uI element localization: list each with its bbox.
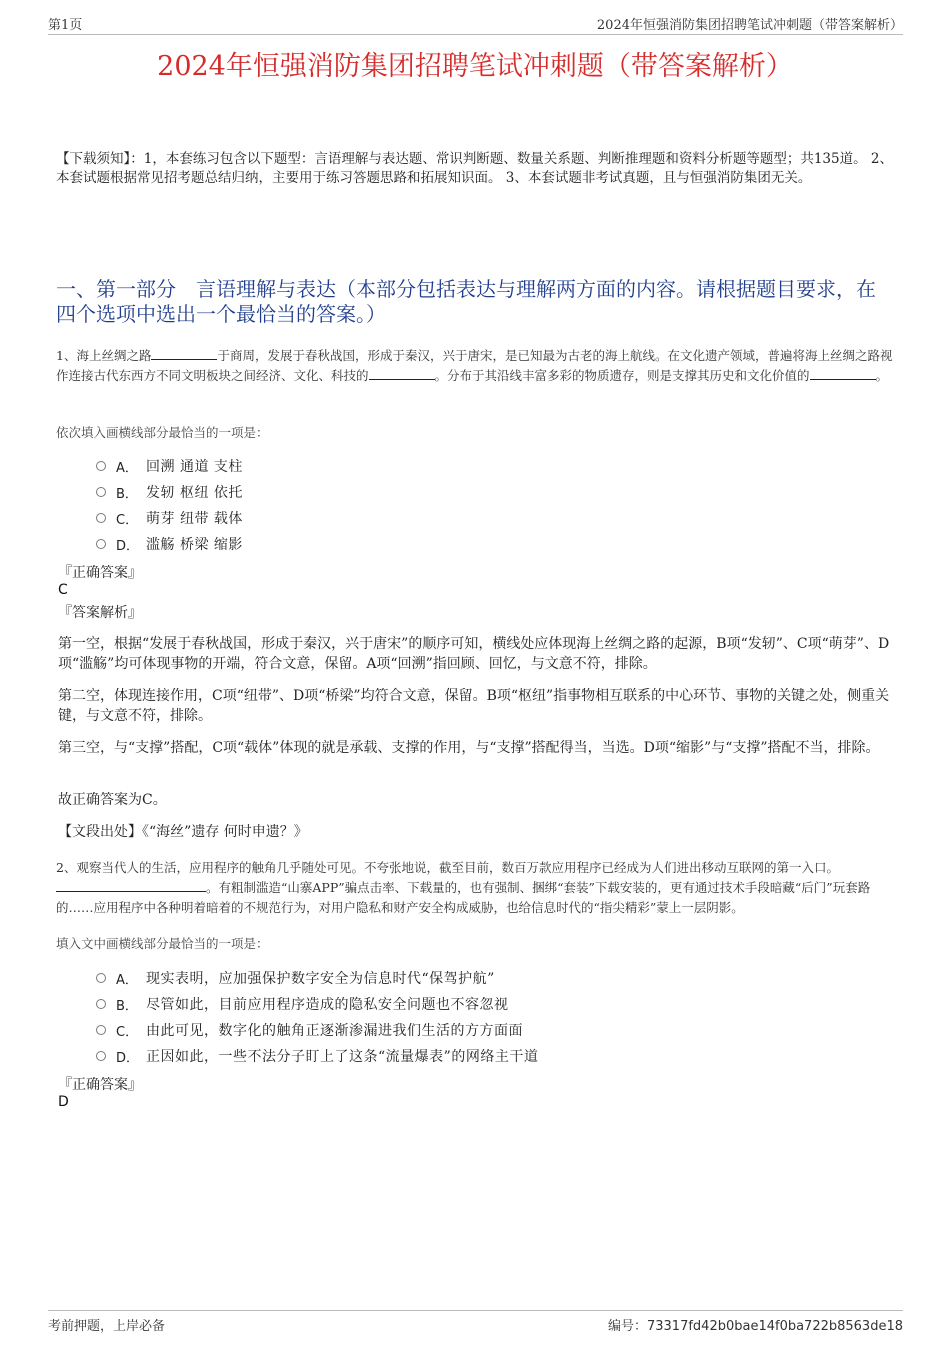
document-title: 2024年恒强消防集团招聘笔试冲刺题（带答案解析） [157, 51, 793, 82]
option-b[interactable] [96, 991, 538, 1017]
q1-segment: 。 [875, 368, 889, 383]
radio-button-icon[interactable] [96, 1025, 106, 1035]
option-letter: A． [116, 972, 138, 988]
q1-segment: 1、海上丝绸之路 [56, 348, 152, 363]
page-header [48, 14, 903, 35]
answer-label: 『正确答案』 [58, 1077, 142, 1093]
radio-button-icon[interactable] [96, 999, 106, 1009]
option-letter: B． [116, 998, 138, 1014]
analysis-paragraph: 第二空，体现连接作用，C项“纽带”、D项“桥梁”均符合文意，保留。B项“枢纽”指事物相互联系的中心环节、事物的关键之处，侧重关键，与文意不符，排除。 [58, 688, 890, 724]
question-2-prompt: 填入文中画横线部分最恰当的一项是： [56, 936, 269, 951]
radio-button-icon[interactable] [96, 461, 106, 471]
option-letter: C． [116, 1024, 139, 1040]
question-2-text [56, 858, 898, 918]
option-text: 回溯 通道 支柱 [146, 459, 243, 475]
option-c[interactable] [96, 1017, 538, 1043]
option-text: 尽管如此，目前应用程序造成的隐私安全问题也不容忽视 [146, 997, 509, 1013]
question-2-options [96, 965, 538, 1069]
analysis-paragraph: 第一空，根据“发展于春秋战国，形成于秦汉，兴于唐宋”的顺序可知，横线处应体现海上丝绸之路的起源，B项“发轫”、C项“萌芽”、D项“滥觞”均可体现事物的开端，符合文意，保留。A项“回溯”指回顾、回忆，与文意不符，排除。 [58, 636, 890, 672]
option-a[interactable] [96, 965, 538, 991]
question-1-options [96, 453, 243, 557]
blank-line [151, 346, 217, 360]
answer-label: 『正确答案』 [58, 565, 142, 581]
option-letter: A． [116, 460, 138, 476]
analysis-paragraph: 第三空，与“支撑”搭配，C项“载体”体现的就是承载、支撑的作用，与“支撑”搭配得当，当选。D项“缩影”与“支撑”搭配不当，排除。 [58, 740, 880, 756]
radio-button-icon[interactable] [96, 487, 106, 497]
question-1-prompt: 依次填入画横线部分最恰当的一项是： [56, 425, 269, 440]
option-text: 滥觞 桥梁 缩影 [146, 537, 243, 553]
analysis-label: 『答案解析』 [58, 605, 142, 621]
radio-button-icon[interactable] [96, 513, 106, 523]
option-b[interactable] [96, 479, 243, 505]
answer-value: D [58, 1094, 69, 1110]
option-d[interactable] [96, 531, 243, 557]
analysis-conclusion: 故正确答案为C。 [58, 792, 167, 808]
option-c[interactable] [96, 505, 243, 531]
q2-segment: 。有粗制滥造“山寨APP”骗点击率、下载量的，也有强制、捆绑“套装”下载安装的，更有通过技术手段暗藏“后门”玩套路的……应用程序中各种明着暗着的不规范行为，对用户隐私和财产安全构成威胁，也给信息时代的“指尖精彩”蒙上一层阴影。 [56, 880, 871, 915]
blank-line [369, 366, 435, 380]
blank-line [810, 366, 876, 380]
page-footer [48, 1310, 903, 1334]
option-letter: D． [116, 538, 140, 554]
radio-button-icon[interactable] [96, 973, 106, 983]
page-number: 第1页 [48, 18, 83, 33]
question-1-text [56, 346, 898, 386]
q1-segment: 于商周，发展于春秋战国，形成于秦汉，兴于唐宋，是已知最为古老的海上航线。在文化遗产领域，普遍将海上丝绸之路视作连接古代东西方不同文明板块之间经济、文化、科技的 [56, 348, 893, 383]
text-source: 【文段出处】《“海丝”遗存 何时申遗？》 [58, 824, 308, 840]
option-text: 现实表明，应加强保护数字安全为信息时代“保驾护航” [146, 971, 495, 987]
option-d[interactable] [96, 1043, 538, 1069]
option-letter: C． [116, 512, 139, 528]
header-doc-title: 2024年恒强消防集团招聘笔试冲刺题（带答案解析） [596, 18, 903, 33]
q1-segment: 。分布于其沿线丰富多彩的物质遗存，则是支撑其历史和文化价值的 [434, 368, 810, 383]
section-heading: 一、第一部分 言语理解与表达（本部分包括表达与理解两方面的内容。请根据题目要求，在四个选项中选出一个最恰当的答案。） [56, 277, 876, 326]
option-letter: D． [116, 1050, 140, 1066]
blank-line [56, 878, 206, 892]
radio-button-icon[interactable] [96, 539, 106, 549]
option-text: 正因如此，一些不法分子盯上了这条“流量爆表”的网络主干道 [146, 1049, 539, 1065]
download-notice: 【下载须知】：1，本套练习包含以下题型：言语理解与表达题、常识判断题、数量关系题、判断推理题和资料分析题等题型；共135道。 2、本套试题根据常见招考题总结归纳，主要用于练习答题思路和拓展知识面。 3、本套试题非考试真题，且与恒强消防集团无关。 [56, 151, 893, 186]
option-text: 发轫 枢纽 依托 [146, 485, 243, 501]
option-letter: B． [116, 486, 138, 502]
footer-slogan: 考前押题，上岸必备 [48, 1319, 166, 1334]
answer-value: C [58, 582, 68, 598]
q2-segment: 2、观察当代人的生活，应用程序的触角几乎随处可见。不夸张地说，截至目前，数百万款应用程序已经成为人们进出移动互联网的第一入口。 [56, 860, 839, 875]
document-id: 编号：73317fd42b0bae14f0ba722b8563de18 [607, 1319, 903, 1334]
option-text: 萌芽 纽带 载体 [146, 511, 243, 527]
option-a[interactable] [96, 453, 243, 479]
radio-button-icon[interactable] [96, 1051, 106, 1061]
option-text: 由此可见，数字化的触角正逐渐渗漏进我们生活的方方面面 [146, 1023, 523, 1039]
